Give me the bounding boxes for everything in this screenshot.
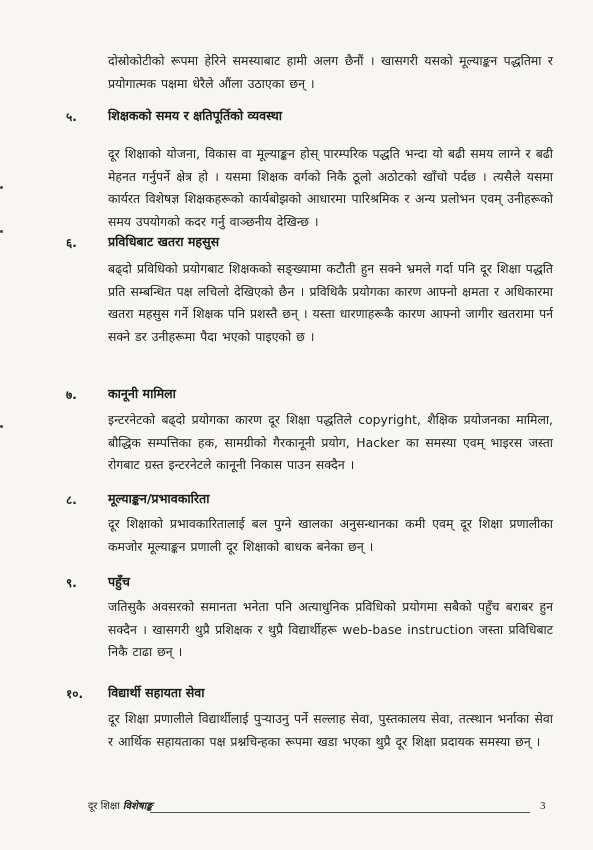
section-5-number: ५.: [66, 110, 77, 124]
journal-name: दूर शिक्षा: [88, 801, 120, 812]
section-9-title: पहुँच: [108, 574, 130, 589]
intro-paragraph: दोस्रोकोटीको रूपमा हेरिने समस्याबाट हामी अलग छैनौं । खासगरी यसको मूल्याङ्कन पद्धतिमा र प्रयोगात्मक पक्षमा धेरैले औंला उठाएका छन् ।: [108, 53, 553, 91]
section-6-title: प्रविधिबाट खतरा महसुस: [108, 234, 220, 249]
scan-mark: [0, 230, 3, 233]
section-5-body: दूर शिक्षाको योजना, विकास वा मूल्याङ्कन होस् पारम्परिक पद्धति भन्दा यो बढी समय लाग्ने र बढी मेहनत गर्नुपर्ने क्षेत्र हो । यसमा शिक्षक वर्गको निकै ठूलो अठोटको खाँचो पर्दछ । त्यसैले यसमा कार्यरत विशेषज्ञ शिक्षकहरूको कार्यबोझको आधारमा पारिश्रमिक र अन्य प्रलोभन एवम् उनीहरूको समय उपयोगको कदर गर्नु वाञ्छनीय देखिन्छ ।: [108, 146, 553, 229]
section-8-title: मूल्याङ्कन/प्रभावकारिता: [108, 491, 210, 506]
footer-journal: [88, 798, 153, 812]
section-8-number: ८.: [66, 493, 77, 507]
section-6-number: ६.: [66, 236, 77, 250]
section-6-body: बढ्दो प्रविधिको प्रयोगबाट शिक्षकको सङ्ख्यामा कटौती हुन सक्ने भ्रमले गर्दा पनि दूर शिक्षा पद्धति प्रति सम्बन्धित पक्ष लचिलो देखिएको छैन । प्रविधिकै प्रयोगका कारण आफ्नो क्षमता र अधिकारमा खतरा महसुस गर्ने शिक्षक पनि प्रशस्तै छन् । यस्ता धारणाहरूकै कारण आफ्नो जागीर खतरामा पर्न सक्ने डर उनीहरूमा पैदा भएको पाइएको छ ।: [108, 261, 553, 344]
footer-rule: [150, 812, 530, 813]
section-9-number: ९.: [66, 576, 77, 590]
journal-issue: विशेषाङ्क: [122, 801, 153, 812]
section-10-number: १०.: [66, 687, 84, 701]
scan-mark: [0, 186, 3, 189]
section-10-title: विद्यार्थी सहायता सेवा: [108, 685, 205, 700]
section-7-body: इन्टरनेटको बढ्दो प्रयोगका कारण दूर शिक्षा पद्धतिले copyright, शैक्षिक प्रयोजनका मामिला, बौद्धिक सम्पत्तिका हक, सामग्रीको गैरकानूनी प्रयोग, Hacker का समस्या एवम् भाइरस जस्ता रोगबाट ग्रस्त इन्टरनेटले कानूनी निकास पाउन सक्दैन ।: [108, 412, 553, 472]
section-7-number: ७.: [66, 388, 77, 402]
section-5-title: शिक्षकको समय र क्षतिपूर्तिको व्यवस्था: [108, 108, 283, 123]
section-8-body: दूर शिक्षाको प्रभावकारितालाई बल पुग्ने खालका अनुसन्धानका कमी एवम् दूर शिक्षा प्रणालीका कमजोर मूल्याङ्कन प्रणाली दूर शिक्षाको बाधक बनेका छन् ।: [108, 516, 553, 554]
page-number: 3: [540, 800, 546, 812]
section-9-body: जतिसुकै अवसरको समानता भनेता पनि अत्याधुनिक प्रविधिको प्रयोगमा सबैको पहुँच बराबर हुन सक्दैन । खासगरी थुप्रै प्रशिक्षक र थुप्रै विद्यार्थीहरू web-base instruction जस्ता प्रविधिबाट निकै टाढा छन् ।: [108, 599, 553, 659]
scan-mark: [0, 425, 3, 428]
section-7-title: कानूनी मामिला: [108, 386, 176, 401]
section-10-body: दूर शिक्षा प्रणालीले विद्यार्थीलाई पुऱ्याउनु पर्ने सल्लाह सेवा, पुस्तकालय सेवा, तत्स्थान भर्नाका सेवा र आर्थिक सहायताका पक्ष प्रश्नचिन्हका रूपमा खडा भएका थुप्रै दूर शिक्षा प्रदायक समस्या छन् ।: [108, 711, 553, 749]
